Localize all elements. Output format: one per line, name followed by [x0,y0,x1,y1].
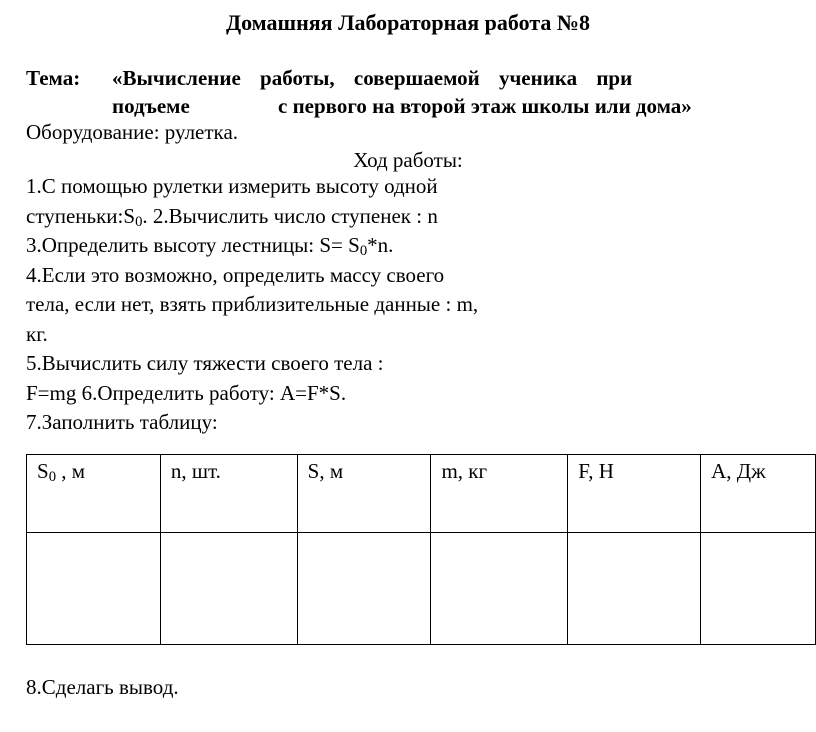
step-line-6: кг. [26,321,48,346]
step-line-2-end: . 2.Вычислить число ступенек : n [142,203,438,228]
conclusion-line: 8.Сделагь вывод. [26,675,179,699]
topic-text-line-1: «Вычисление работы, совершаемой ученика при [112,66,633,90]
header-s0-unit: , м [56,459,86,483]
table-header-cell: F, Н [568,455,701,533]
header-s0-label: S [37,459,49,483]
subscript-zero: 0 [48,468,57,485]
table-header-cell: n, шт. [160,455,297,533]
results-table [26,454,816,645]
table-cell [297,533,431,645]
table-cell [160,533,297,645]
subscript-zero: 0 [135,213,143,230]
step-line-2-start: ступеньки:S [26,203,136,228]
step-line-3 [26,231,478,261]
table-header-row [27,455,816,533]
topic-text-line-2-start: подъеме [112,94,190,118]
table-cell [27,533,161,645]
procedure-steps [26,172,478,438]
equipment-line: Оборудование: рулетка. [26,120,239,144]
step-line-9: 7.Заполнить таблицу: [26,410,218,434]
table-header-cell: S, м [297,455,431,533]
page-title: Домашняя Лабораторная работа №8 [225,10,591,35]
topic-label: Тема: [26,66,81,90]
step-line-1: 1.С помощью рулетки измерить высоту одной [26,174,438,198]
step-line-4: 4.Если это возможно, определить массу своего [26,262,445,287]
step-line-7: 5.Вычислить силу тяжести своего тела : [26,351,384,375]
table-cell [568,533,701,645]
topic-text-line-2-end: с первого на второй этаж школы или дома» [278,94,692,118]
step-line-3-end: *n. [367,233,394,257]
subscript-zero: 0 [359,242,368,259]
procedure-heading: Ход работы: [353,148,463,172]
table-header-cell: А, Дж [701,455,816,533]
table-header-cell [27,455,161,533]
step-line-8: F=mg 6.Определить работу: A=F*S. [26,380,347,405]
step-line-3-start: 3.Определить высоту лестницы: S= S [26,233,360,257]
step-line-5: тела, если нет, взять приблизительные данные : m, [26,292,479,316]
table-cell [701,533,816,645]
step-line-2 [26,202,478,232]
table-row [27,533,816,645]
table-cell [431,533,568,645]
table-header-cell: m, кг [431,455,568,533]
